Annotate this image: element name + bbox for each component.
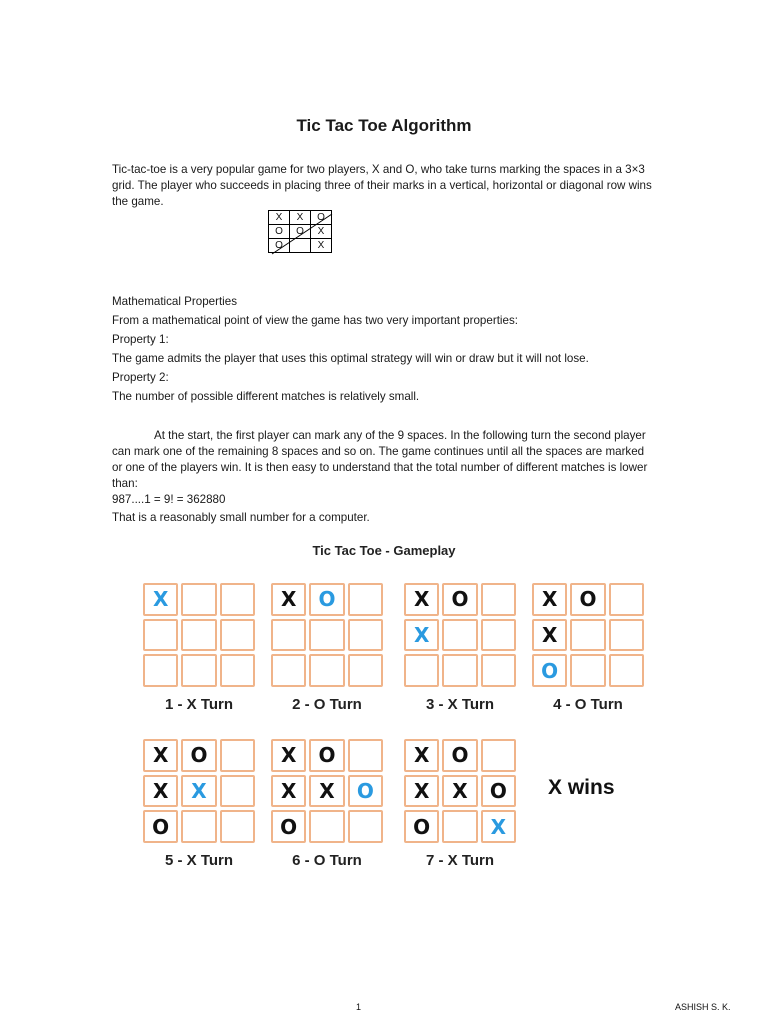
game-board [532,583,644,687]
board-cell [442,810,477,843]
board-cell: X [309,775,344,808]
board-cell [442,619,477,652]
board-cell: O [481,775,516,808]
explanation-paragraph: At the start, the first player can mark any of the 9 spaces. In the following turn the second player can mark one of the remaining 8 spaces and so on. The game continues until all the spaces are marked or one of the players win. It is then easy to understand that the total number of different matches is lower than: [112,429,648,490]
board-caption: 3 - X Turn [425,696,495,713]
board-cell [220,775,255,808]
board-cell: X [532,619,567,652]
formula: 987....1 = 9! = 362880 [112,493,226,506]
board-cell [348,619,383,652]
board-cell: O [309,583,344,616]
board-cell [570,654,605,687]
board-cell [309,654,344,687]
board-cell: X [143,775,178,808]
board-cell: X [404,619,439,652]
board-cell: X [181,775,216,808]
board-cell: O [348,775,383,808]
conclusion: That is a reasonably small number for a computer. [112,511,370,524]
property-2-label: Property 2: [112,371,169,384]
board-cell [181,810,216,843]
board-cell [348,739,383,772]
board-caption: 4 - O Turn [553,696,623,713]
board-cell: X [271,739,306,772]
board-cell [348,654,383,687]
board-cell [570,619,605,652]
board-cell: X [481,810,516,843]
intro-paragraph: Tic-tac-toe is a very popular game for two players, X and O, who take turns marking the spaces in a 3×3 grid. The player who succeeds in placing three of their marks in a vertical, horizontal or diagonal row wins the game. [112,163,652,208]
small-board-cell: X [311,239,332,253]
board-cell [442,654,477,687]
game-board [271,583,383,687]
game-board [404,583,516,687]
board-cell [348,810,383,843]
board-cell [609,619,644,652]
board-cell [220,619,255,652]
properties-heading: Mathematical Properties [112,295,238,308]
board-cell [481,619,516,652]
board-cell: O [532,654,567,687]
board-caption: 2 - O Turn [292,696,362,713]
board-cell [143,619,178,652]
page-number: 1 [356,1002,362,1012]
board-cell: O [143,810,178,843]
board-cell [143,654,178,687]
board-cell [348,583,383,616]
small-board-cell: X [311,225,332,239]
board-cell [609,654,644,687]
board-cell: O [442,583,477,616]
game-board [143,583,255,687]
board-cell: O [442,739,477,772]
small-board-cell: O [290,225,311,239]
author-name: ASHISH S. K. [675,1002,731,1012]
board-cell: O [271,810,306,843]
board-caption: 5 - X Turn [164,852,234,869]
board-cell [609,583,644,616]
board-cell: O [570,583,605,616]
result-label: X wins [548,776,615,799]
board-cell [309,810,344,843]
board-cell [220,739,255,772]
winning-diagonal-strike [268,210,336,258]
board-caption: 1 - X Turn [164,696,234,713]
board-cell: X [271,583,306,616]
board-cell [220,583,255,616]
page-title: Tic Tac Toe Algorithm [296,116,472,135]
small-board-cell: X [290,211,311,225]
board-cell [181,583,216,616]
game-board [404,739,516,843]
board-cell [271,619,306,652]
property-1-label: Property 1: [112,333,169,346]
board-cell: O [309,739,344,772]
board-cell [481,654,516,687]
board-cell [220,810,255,843]
board-caption: 6 - O Turn [292,852,362,869]
board-cell: X [532,583,567,616]
board-cell [181,619,216,652]
game-board [143,739,255,843]
small-board-cell: O [269,239,290,253]
small-board-cell: O [311,211,332,225]
board-cell: X [143,583,178,616]
board-cell: O [404,810,439,843]
board-cell [481,583,516,616]
board-cell: X [271,775,306,808]
board-cell [181,654,216,687]
property-1-text: The game admits the player that uses this optimal strategy will win or draw but it will not lose. [112,352,589,365]
game-board [271,739,383,843]
board-cell: O [181,739,216,772]
board-cell: X [404,775,439,808]
board-caption: 7 - X Turn [425,852,495,869]
properties-lead: From a mathematical point of view the game has two very important properties: [112,314,518,327]
board-cell: X [404,583,439,616]
gameplay-title: Tic Tac Toe - Gameplay [312,543,456,558]
board-cell: X [442,775,477,808]
property-2-text: The number of possible different matches is relatively small. [112,390,420,403]
board-cell [309,619,344,652]
board-cell [404,654,439,687]
board-cell [220,654,255,687]
small-board-cell: O [269,225,290,239]
board-cell [271,654,306,687]
board-cell: X [404,739,439,772]
board-cell: X [143,739,178,772]
board-cell [481,739,516,772]
small-board-cell: X [269,211,290,225]
